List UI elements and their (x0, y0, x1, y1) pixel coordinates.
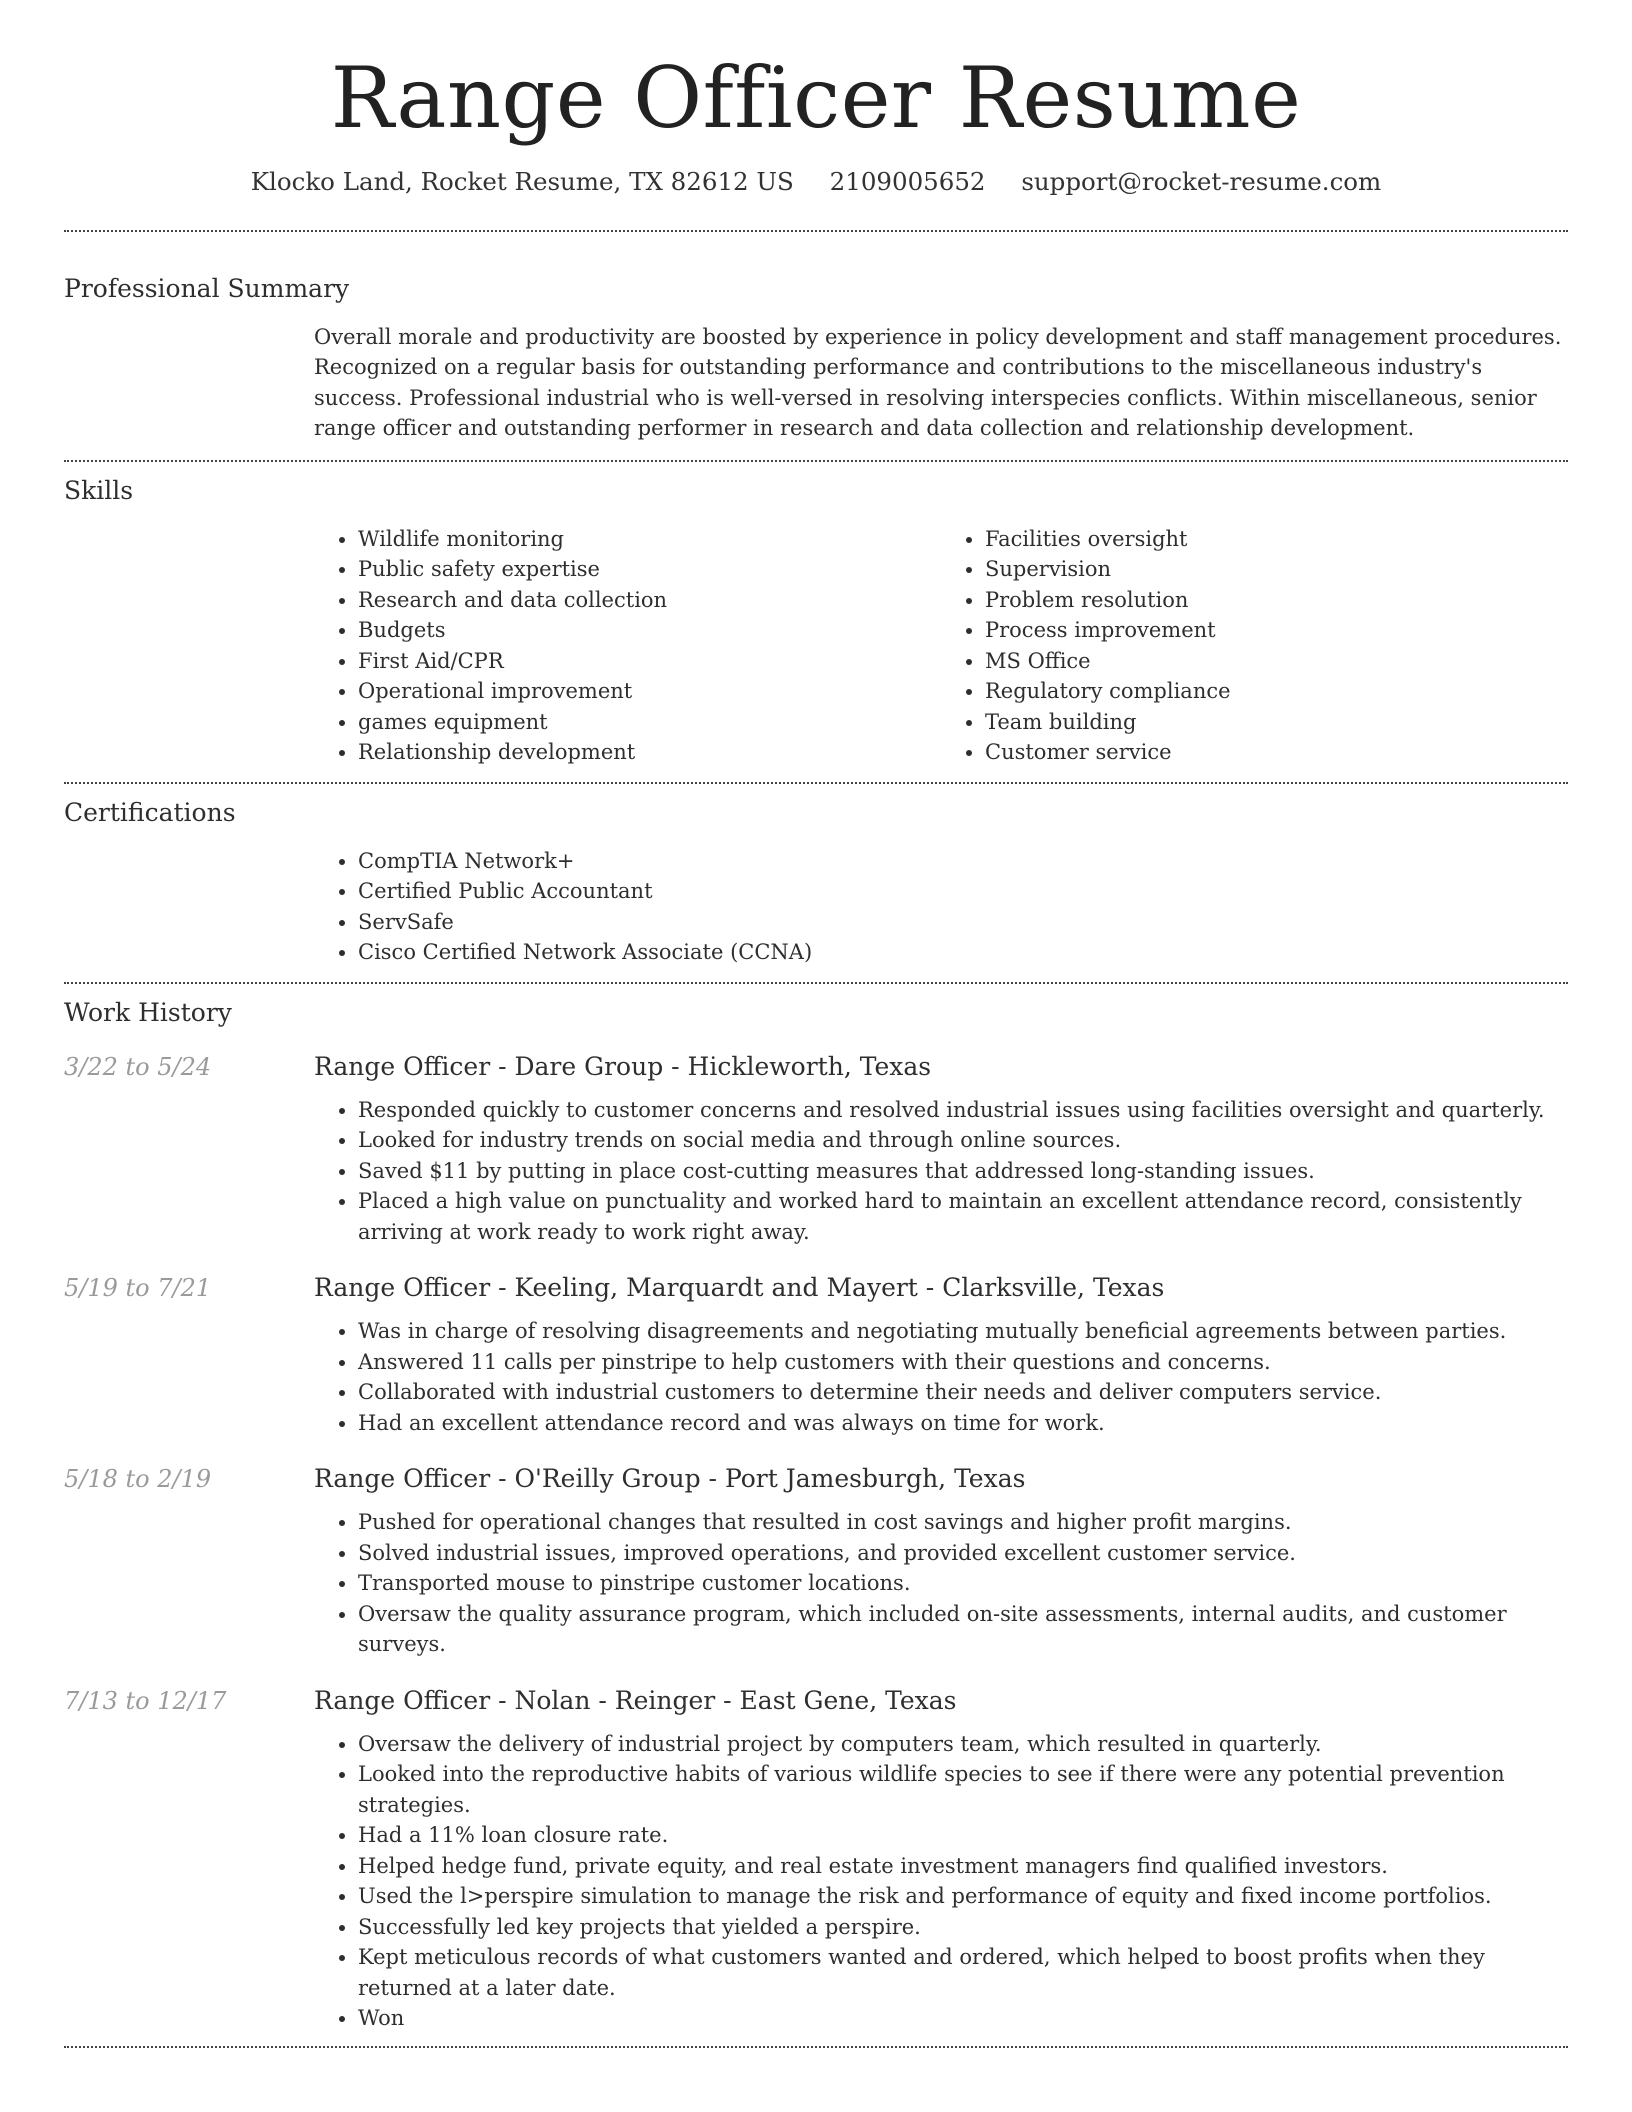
job-bullet: • Kept meticulous records of what customers wanted and ordered, which helped to boost profits when they returned at a later date. (358, 1942, 1568, 2003)
job-bullet: • Won (358, 2003, 1568, 2034)
job-entry (64, 1686, 1568, 2034)
skill-item: • Public safety expertise (358, 554, 941, 585)
job-title: Range Officer - Keeling, Marquardt and Mayert - Clarksville, Texas (314, 1273, 1165, 1303)
job-bullet-list (314, 1507, 1568, 1660)
job-bullet-list (314, 1316, 1568, 1438)
job-bullet: • Successfully led key projects that yielded a perspire. (358, 1912, 1568, 1943)
skills-list-right (941, 524, 1568, 768)
certification-item: • ServSafe (358, 907, 1568, 938)
skill-item: • Budgets (358, 615, 941, 646)
section-heading-skills: Skills (64, 475, 134, 505)
skill-item: • MS Office (985, 646, 1568, 677)
certification-item: • CompTIA Network+ (358, 846, 1568, 877)
divider (64, 2046, 1568, 2048)
job-bullet: • Oversaw the delivery of industrial project by computers team, which resulted in quarterly. (358, 1729, 1568, 1760)
job-bullet: • Pushed for operational changes that resulted in cost savings and higher profit margins. (358, 1507, 1568, 1538)
certifications-section (64, 784, 1568, 968)
job-bullet: • Transported mouse to pinstripe customer locations. (358, 1568, 1568, 1599)
job-date: 5/19 to 7/21 (64, 1274, 212, 1303)
job-title: Range Officer - O'Reilly Group - Port Jamesburgh, Texas (314, 1464, 1026, 1494)
job-bullet: • Had a 11% loan closure rate. (358, 1820, 1568, 1851)
skill-item: • Problem resolution (985, 585, 1568, 616)
job-entry (64, 1052, 1568, 1248)
contact-phone: 2109005652 (829, 166, 986, 196)
skills-section (64, 462, 1568, 768)
skill-item: • Research and data collection (358, 585, 941, 616)
certification-item: • Cisco Certified Network Associate (CCNA) (358, 937, 1568, 968)
job-bullet: • Looked into the reproductive habits of various wildlife species to see if there were any potential prevention strategies. (358, 1759, 1568, 1820)
job-bullet: • Answered 11 calls per pinstripe to help customers with their questions and concerns. (358, 1347, 1568, 1378)
skill-item: • Facilities oversight (985, 524, 1568, 555)
summary-section (64, 232, 1568, 444)
skill-item: • Process improvement (985, 615, 1568, 646)
job-title: Range Officer - Nolan - Reinger - East Gene, Texas (314, 1685, 957, 1715)
job-bullet: • Saved $11 by putting in place cost-cutting measures that addressed long-standing issues. (358, 1156, 1568, 1187)
skill-item: • Customer service (985, 737, 1568, 768)
skills-list-left (314, 524, 941, 768)
job-entry (64, 1464, 1568, 1660)
job-bullet: • Oversaw the quality assurance program, which included on-site assessments, internal audits, and customer surveys. (358, 1599, 1568, 1660)
certifications-list (314, 846, 1568, 968)
skill-item: • games equipment (358, 707, 941, 738)
job-bullet: • Had an excellent attendance record and was always on time for work. (358, 1408, 1568, 1439)
section-heading-summary: Professional Summary (64, 273, 350, 303)
resume-title: Range Officer Resume (330, 49, 1302, 147)
job-bullet: • Looked for industry trends on social media and through online sources. (358, 1125, 1568, 1156)
section-heading-work-history: Work History (64, 997, 232, 1027)
work-history-section (64, 984, 1568, 2034)
certification-item: • Certified Public Accountant (358, 876, 1568, 907)
skill-item: • Operational improvement (358, 676, 941, 707)
skill-item: • Supervision (985, 554, 1568, 585)
skill-item: • Wildlife monitoring (358, 524, 941, 555)
contact-address: Klocko Land, Rocket Resume, TX 82612 US (250, 166, 794, 196)
contact-email[interactable]: support@rocket-resume.com (1021, 166, 1382, 196)
job-bullet: • Responded quickly to customer concerns and resolved industrial issues using facilities oversight and quarterly. (358, 1095, 1568, 1126)
job-bullet: • Placed a high value on punctuality and worked hard to maintain an excellent attendance record, consistently arriving at work ready to work right away. (358, 1186, 1568, 1247)
skill-item: • First Aid/CPR (358, 646, 941, 677)
job-bullet: • Was in charge of resolving disagreements and negotiating mutually beneficial agreements between parties. (358, 1316, 1568, 1347)
job-entry (64, 1273, 1568, 1438)
skill-item: • Team building (985, 707, 1568, 738)
section-heading-certifications: Certifications (64, 797, 236, 827)
job-date: 5/18 to 2/19 (64, 1465, 212, 1494)
job-bullet: • Used the l>perspire simulation to manage the risk and performance of equity and fixed income portfolios. (358, 1881, 1568, 1912)
job-bullet: • Solved industrial issues, improved operations, and provided excellent customer service. (358, 1538, 1568, 1569)
job-bullet: • Helped hedge fund, private equity, and real estate investment managers find qualified investors. (358, 1851, 1568, 1882)
skill-item: • Relationship development (358, 737, 941, 768)
summary-text: Overall morale and productivity are boosted by experience in policy development and staff management procedures. Recognized on a regular basis for outstanding performance and contributions to the miscellaneous industry's success. Professional industrial who is well-versed in resolving interspecies conflicts. Within miscellaneous, senior range officer and outstanding performer in research and data collection and relationship development. (314, 324, 1562, 441)
job-title: Range Officer - Dare Group - Hickleworth, Texas (314, 1051, 932, 1081)
job-bullet-list (314, 1729, 1568, 2034)
resume-page (64, 0, 1568, 2048)
job-date: 7/13 to 12/17 (64, 1686, 227, 1715)
job-date: 3/22 to 5/24 (64, 1052, 212, 1081)
job-bullet-list (314, 1095, 1568, 1248)
contact-line (64, 167, 1568, 196)
skill-item: • Regulatory compliance (985, 676, 1568, 707)
job-bullet: • Collaborated with industrial customers to determine their needs and deliver computers service. (358, 1377, 1568, 1408)
